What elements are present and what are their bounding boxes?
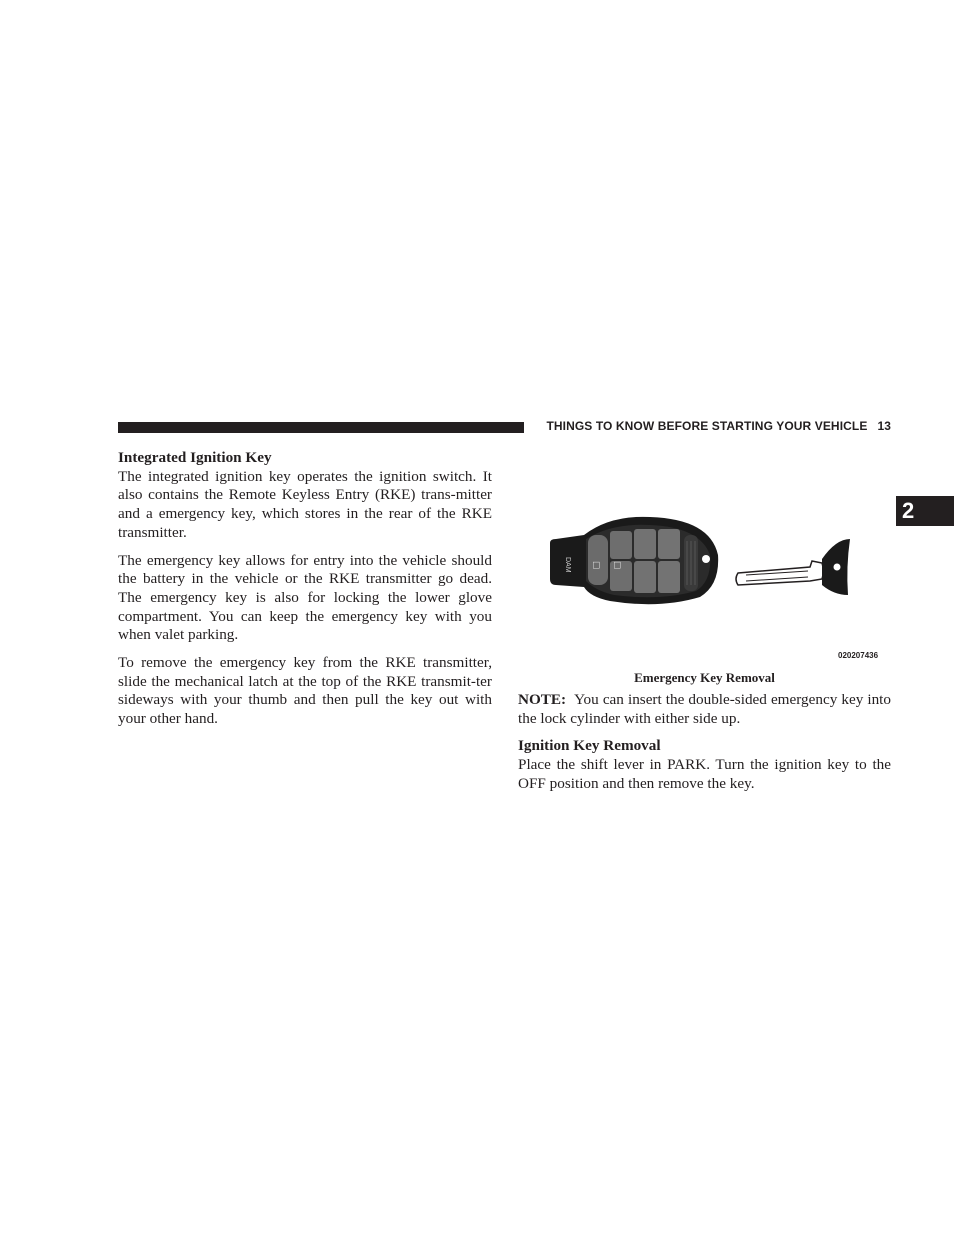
- rke-transmitter: [550, 517, 718, 604]
- emergency-key: [736, 539, 850, 595]
- paragraph: The emergency key allows for entry into the vehicle should the battery in the vehicle or the RKE transmitter go dead. The emergency key is also for locking the lower glove compartment. You can keep the emergency key with you when valet parking.: [118, 551, 492, 644]
- figure-caption: Emergency Key Removal: [634, 670, 775, 685]
- section-title: THINGS TO KNOW BEFORE STARTING YOUR VEHICLE: [546, 419, 868, 433]
- chapter-tab: 2: [896, 496, 954, 526]
- header-rule: [118, 422, 524, 433]
- svg-text:☐: ☐: [611, 561, 621, 570]
- fob-label: DAM: [564, 557, 571, 573]
- note-label: NOTE:: [518, 691, 567, 708]
- paragraph: Place the shift lever in PARK. Turn the ignition key to the OFF position and then remove the key.: [518, 756, 891, 792]
- svg-text:☐: ☐: [590, 561, 600, 570]
- emergency-key-illustration: [540, 505, 890, 665]
- left-column: [118, 449, 492, 738]
- note: [518, 691, 891, 728]
- running-header: [533, 419, 891, 433]
- section-heading: Integrated Ignition Key: [118, 449, 272, 466]
- page-number: 13: [877, 419, 891, 433]
- figure-code: 020207436: [838, 651, 879, 660]
- right-column: [518, 691, 891, 803]
- section-heading: Ignition Key Removal: [518, 737, 661, 755]
- note-text: You can insert the double-sided emergency key into the lock cylinder with either side up.: [518, 691, 891, 727]
- paragraph: To remove the emergency key from the RKE transmitter, slide the mechanical latch at the top of the RKE transmit-ter sideways with your thumb and then pull the key out with your other hand.: [118, 654, 492, 728]
- paragraph: The integrated ignition key operates the ignition switch. It also contains the Remote Keyless Entry (RKE) trans-mitter and a emergency key, which stores in the rear of the RKE transmitter.: [118, 467, 492, 541]
